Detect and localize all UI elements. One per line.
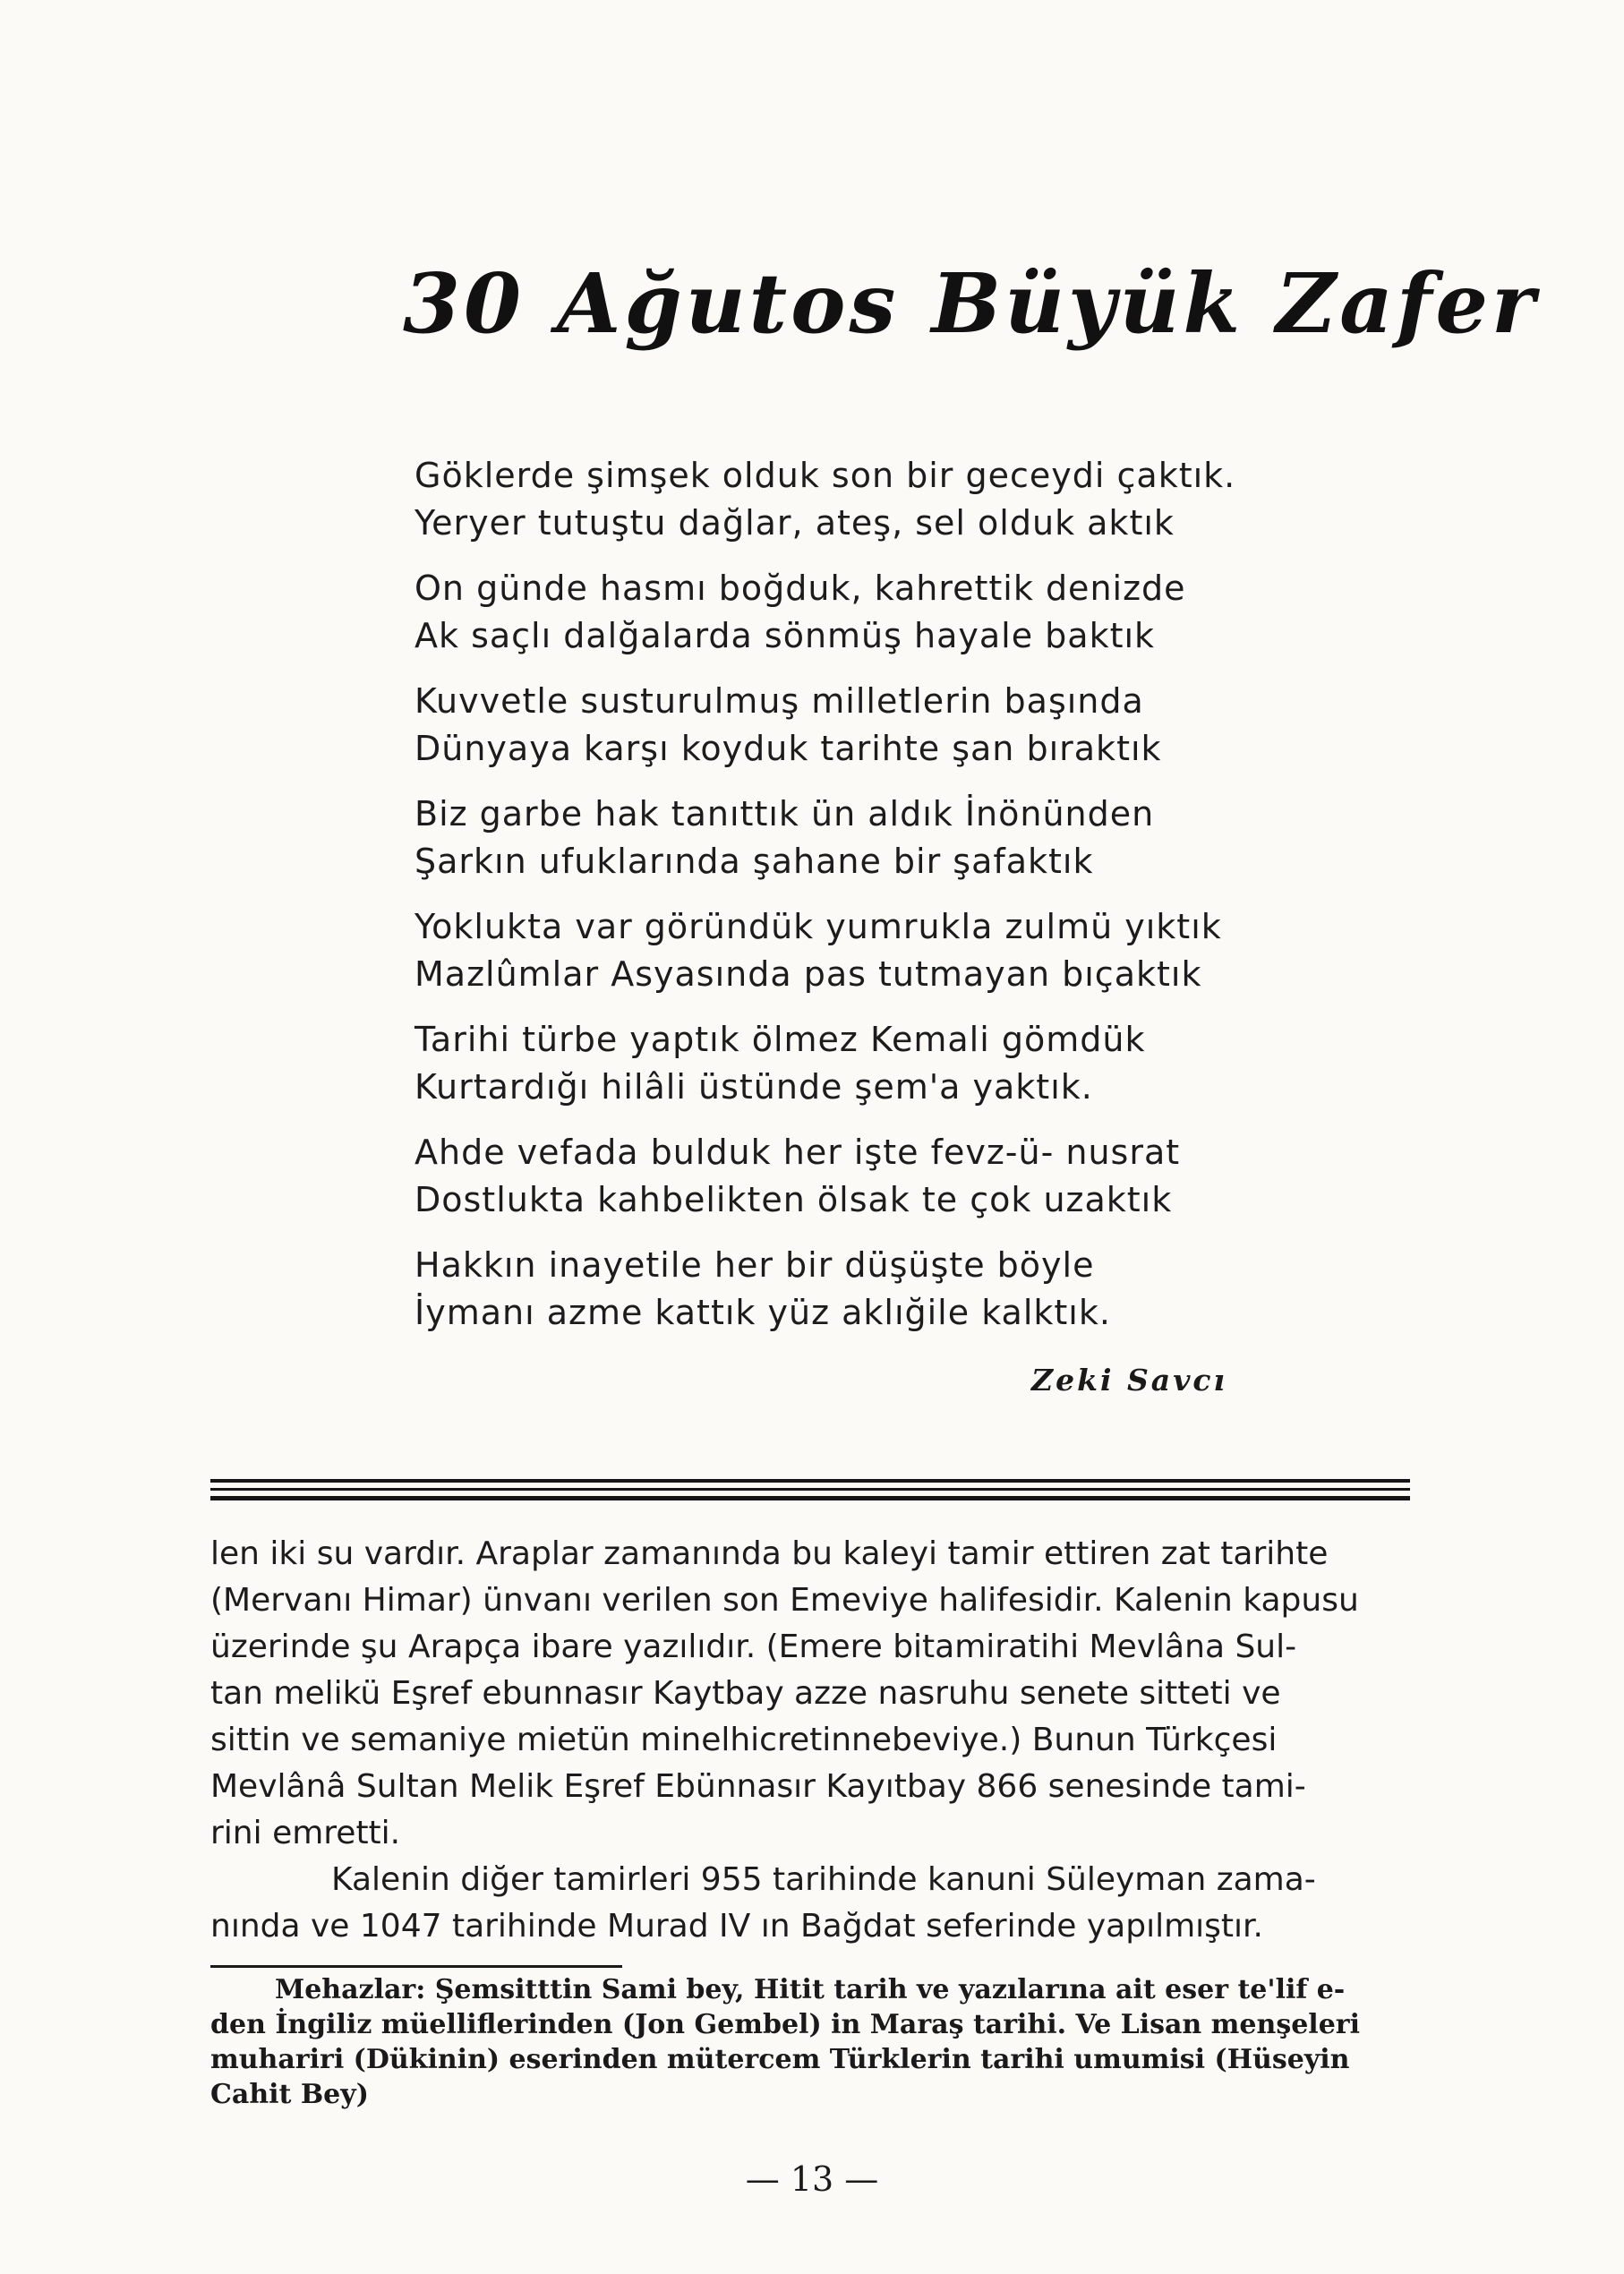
poem-stanza	[415, 1016, 1310, 1111]
body-line: Mevlânâ Sultan Melik Eşref Ebünnasır Kayıtbay 866 senesinde tami-	[210, 1768, 1306, 1805]
poem-line: Yeryer tutuştu dağlar, ateş, sel olduk aktık	[415, 503, 1175, 543]
footnote-line: muhariri (Dükinin) eserinden mütercem Türklerin tarihi umumisi (Hüseyin	[210, 2044, 1350, 2075]
footnote-line: den İngiliz müelliflerinden (Jon Gembel) in Maraş tarihi. Ve Lisan menşeleri	[210, 2009, 1360, 2040]
poem-line: Hakkın inayetile her bir düşüşte böyle	[415, 1245, 1095, 1285]
poem-stanza	[415, 678, 1310, 773]
poem-line: Dostlukta kahbelikten ölsak te çok uzaktık	[415, 1180, 1173, 1219]
poem-title: 30 Ağutos Büyük Zafer	[403, 255, 1539, 352]
poem-line: Biz garbe hak tanıttık ün aldık İnönünden	[415, 794, 1155, 834]
body-line: nında ve 1047 tarihinde Murad IV ın Bağdat seferinde yapılmıştır.	[210, 1908, 1263, 1945]
poem-line: Yoklukta var göründük yumrukla zulmü yıktık	[415, 907, 1222, 946]
body-line: (Mervanı Himar) ünvanı verilen son Emeviye halifesidir. Kalenin kapusu	[210, 1582, 1359, 1619]
poem-line: Mazlûmlar Asyasında pas tutmayan bıçaktık	[415, 954, 1202, 994]
body-line: üzerinde şu Arapça ibare yazılıdır. (Emere bitamiratihi Mevlâna Sul-	[210, 1629, 1297, 1665]
poem-line: Ahde vefada bulduk her işte fevz-ü- nusrat	[415, 1133, 1181, 1172]
poem-stanza	[415, 903, 1310, 998]
poem-line: Göklerde şimşek olduk son bir geceydi çaktık.	[415, 456, 1236, 495]
footnote-line: Mehazlar: Şemsitttin Sami bey, Hitit tarih ve yazılarına ait eser te'lif e-	[275, 1974, 1346, 2005]
body-line: tan melikü Eşref ebunnasır Kaytbay azze nasruhu senete sitteti ve	[210, 1675, 1281, 1712]
poem-stanza	[415, 791, 1310, 885]
footnote-divider	[210, 1965, 622, 1968]
page-number: — 13 —	[745, 2159, 879, 2199]
body-line: rini emretti.	[210, 1815, 401, 1851]
poem-stanza	[415, 1129, 1310, 1224]
poem-stanza	[415, 1242, 1310, 1337]
section-divider	[210, 1496, 1410, 1500]
poem-line: Tarihi türbe yaptık ölmez Kemali gömdük	[415, 1020, 1146, 1059]
body-text	[210, 1531, 1410, 1950]
footnote-line: Cahit Bey)	[210, 2079, 369, 2110]
poem-author: Zeki Savcı	[1031, 1363, 1227, 1398]
section-divider	[210, 1479, 1410, 1483]
footnotes	[210, 1972, 1410, 2112]
poem-line: Şarkın ufuklarında şahane bir şafaktık	[415, 842, 1094, 881]
section-divider	[210, 1488, 1410, 1491]
body-line: len iki su vardır. Araplar zamanında bu kaleyi tamir ettiren zat tarihte	[210, 1535, 1329, 1572]
body-line: sittin ve semaniye mietün minelhicretinnebeviye.) Bunun Türkçesi	[210, 1722, 1278, 1758]
poem-line: Kurtardığı hilâli üstünde şem'a yaktık.	[415, 1067, 1093, 1107]
poem-line: On günde hasmı boğduk, kahrettik denizde	[415, 568, 1186, 608]
body-line: Kalenin diğer tamirleri 955 tarihinde kanuni Süleyman zama-	[331, 1861, 1316, 1898]
poem-line: İymanı azme kattık yüz aklığile kalktık.	[415, 1293, 1111, 1332]
poem	[415, 452, 1310, 1355]
poem-line: Dünyaya karşı koyduk tarihte şan bıraktık	[415, 729, 1162, 768]
poem-line: Kuvvetle susturulmuş milletlerin başında	[415, 681, 1144, 721]
poem-stanza	[415, 452, 1310, 547]
poem-stanza	[415, 565, 1310, 660]
poem-line: Ak saçlı dalğalarda sönmüş hayale baktık	[415, 616, 1156, 655]
